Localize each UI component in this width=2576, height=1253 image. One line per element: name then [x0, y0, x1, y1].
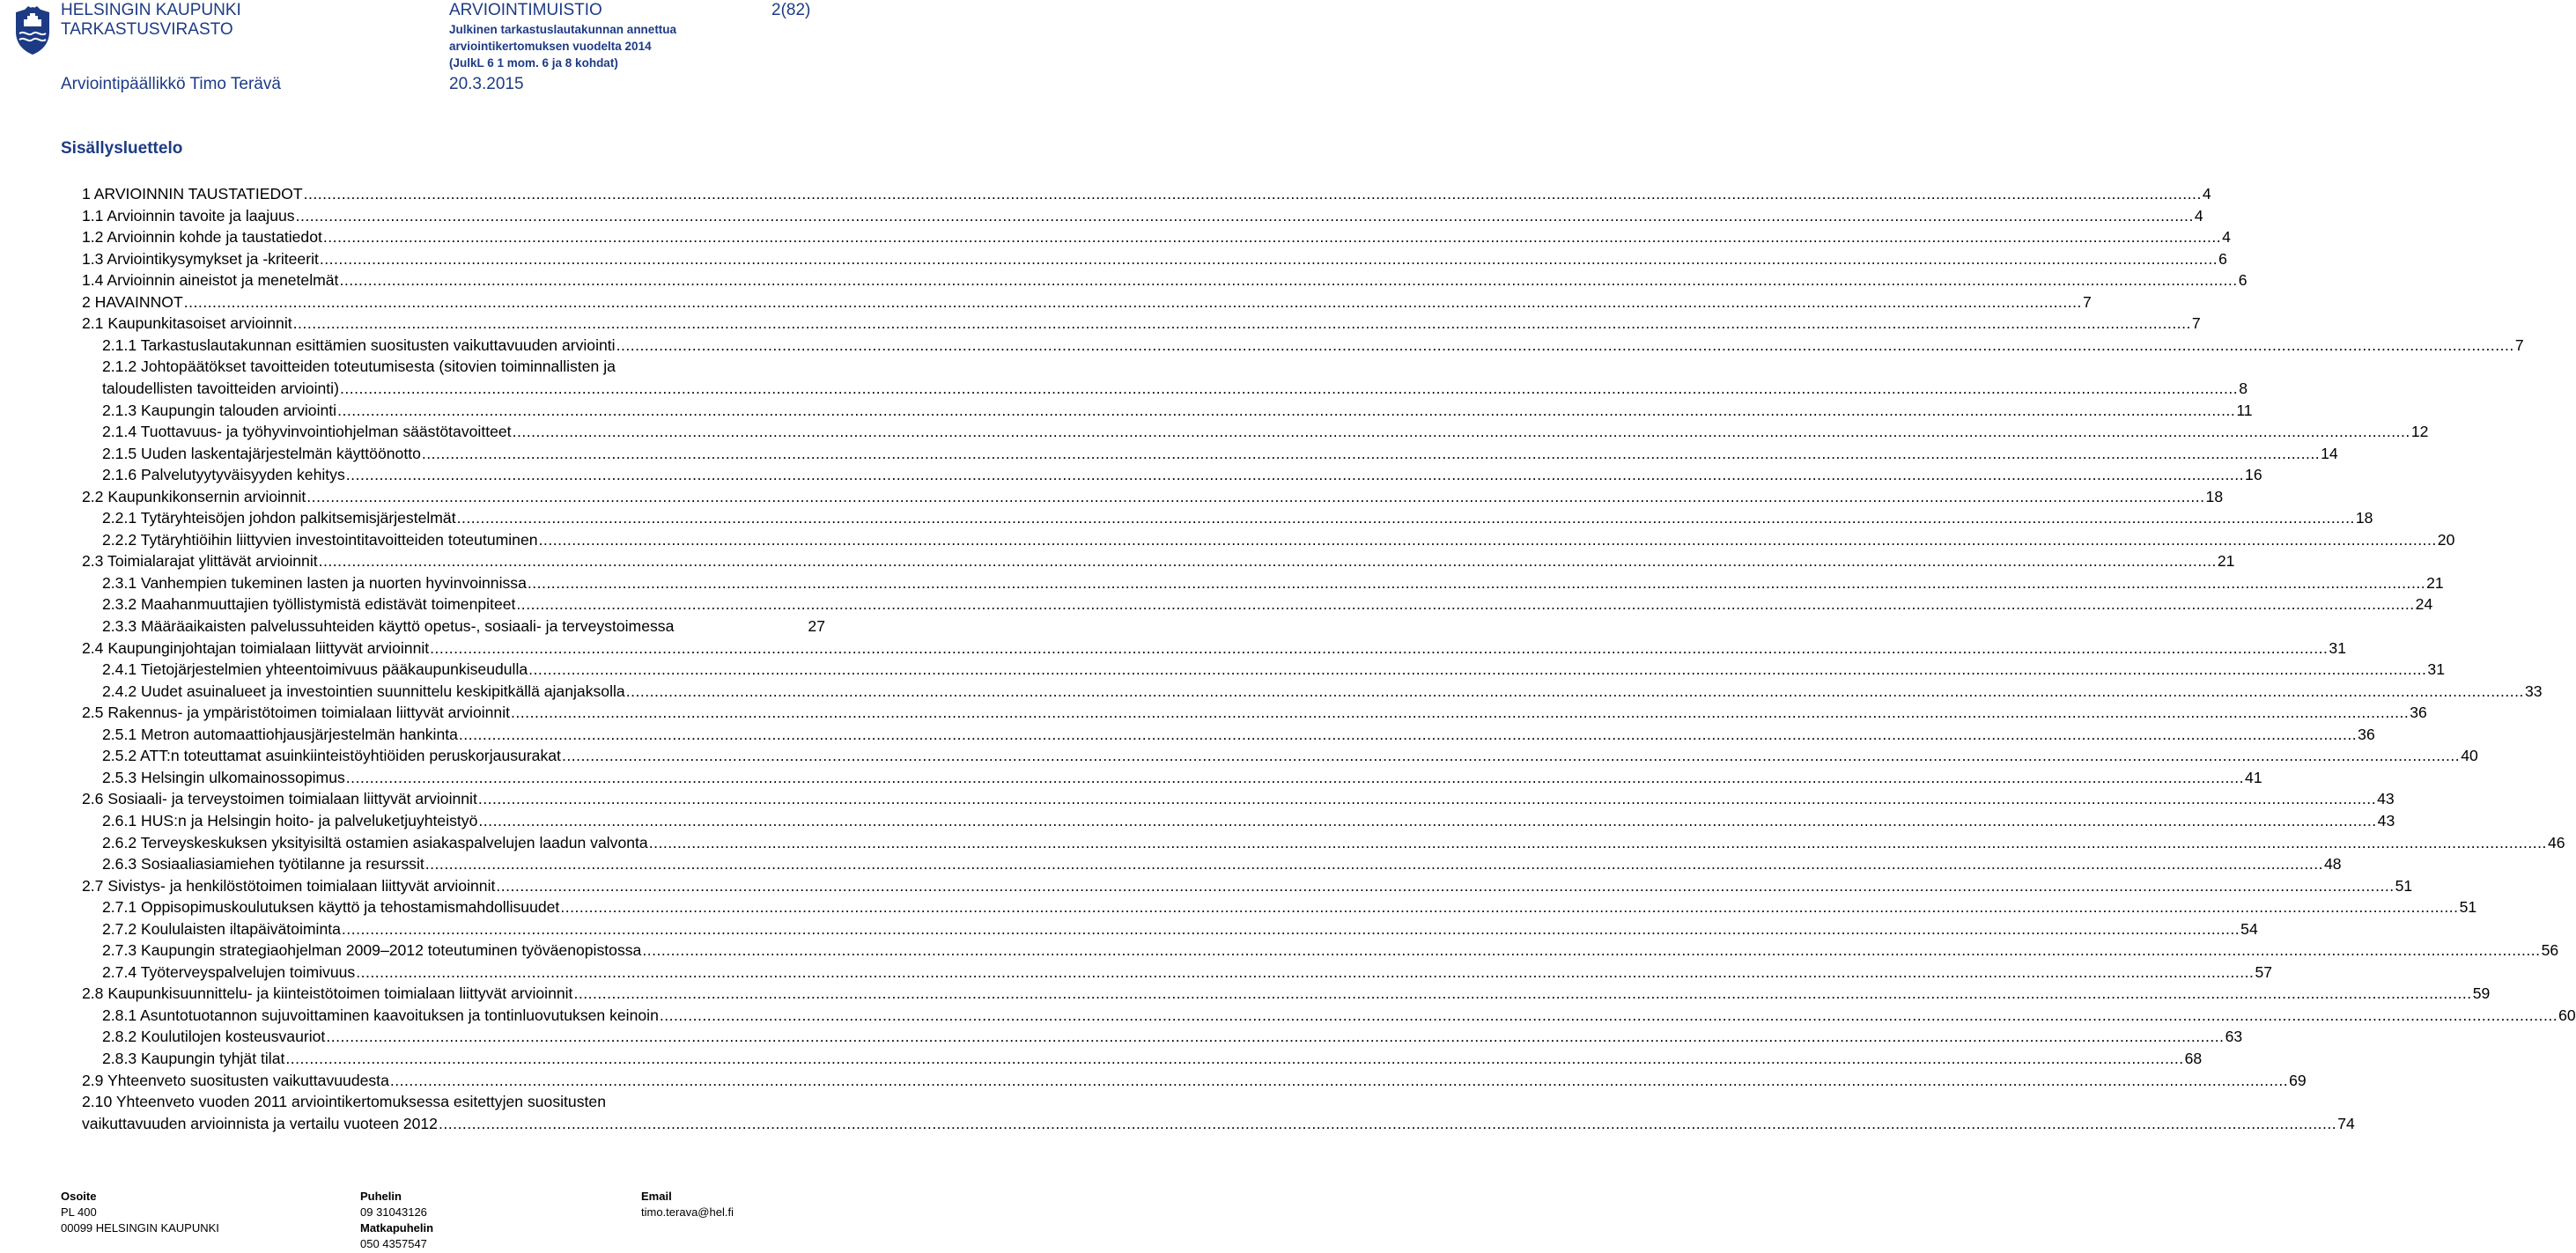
toc-entry-text: 2.9 Yhteenveto suositusten vaikuttavuudesta — [82, 1071, 389, 1089]
toc-entry-page: 46 — [2547, 833, 2565, 851]
toc-entry-text: 2.4.1 Tietojärjestelmien yhteentoimivuus pääkaupunkiseudulla — [102, 660, 528, 679]
toc-entry-page: 4 — [2202, 185, 2211, 203]
toc-entry-text: 2.8 Kaupunkisuunnittelu- ja kiinteistötoimen toimialaan liittyvät arvioinnit — [82, 984, 573, 1003]
toc-entry[interactable] — [82, 788, 2395, 810]
organization-name: HELSINGIN KAUPUNKI — [61, 1, 241, 19]
toc-leader-dots: ................................................................................................................................................................................................................................................................................................................................................................................................................ — [292, 314, 2191, 333]
toc-entry-text: 2.3 Toimialarajat ylittävät arvioinnit — [82, 552, 318, 571]
toc-leader-dots: ................................................................................................................................................................................................................................................................................................................................................................................................................ — [345, 466, 2245, 484]
toc-entry[interactable] — [102, 681, 2543, 703]
toc-leader-dots: ................................................................................................................................................................................................................................................................................................................................................................................................................ — [527, 573, 2426, 592]
toc-leader-dots: ................................................................................................................................................................................................................................................................................................................................................................................................................ — [389, 1071, 2289, 1089]
document-subtitle-line2: arviointikertomuksen vuodelta 2014 — [449, 40, 652, 53]
toc-entry-page: 12 — [2410, 423, 2429, 441]
toc-entry-page: 21 — [2426, 573, 2444, 592]
toc-entry[interactable] — [102, 832, 2565, 854]
toc-leader-dots: ................................................................................................................................................................................................................................................................................................................................................................................................................ — [573, 984, 2472, 1003]
toc-entry-text: 1.1 Arvioinnin tavoite ja laajuus — [82, 206, 295, 225]
toc-entry-text: vaikuttavuuden arvioinnista ja vertailu vuoteen 2012 — [82, 1114, 438, 1132]
toc-entry-text: 2.5.1 Metron automaattiohjausjärjestelmän hankinta — [102, 725, 458, 743]
toc-entry[interactable] — [102, 335, 2524, 357]
toc-entry[interactable] — [102, 464, 2262, 486]
toc-entry-page: 18 — [2355, 509, 2373, 527]
toc-leader-dots: ................................................................................................................................................................................................................................................................................................................................................................................................................ — [295, 206, 2194, 225]
toc-entry-page: 7 — [2191, 314, 2201, 333]
toc-leader-dots: ................................................................................................................................................................................................................................................................................................................................................................................................................ — [345, 768, 2245, 786]
toc-leader-dots: ................................................................................................................................................................................................................................................................................................................................................................................................................ — [659, 1006, 2558, 1024]
toc-leader-dots: ................................................................................................................................................................................................................................................................................................................................................................................................................ — [322, 228, 2222, 247]
toc-entry[interactable] — [102, 896, 2477, 918]
toc-leader-dots: ................................................................................................................................................................................................................................................................................................................................................................................................................ — [625, 682, 2524, 700]
toc-entry[interactable] — [102, 918, 2258, 940]
toc-entry[interactable] — [102, 810, 2395, 832]
toc-entry[interactable] — [82, 486, 2224, 508]
toc-entry-text: 2.7.4 Työterveyspalvelujen toimivuus — [102, 962, 356, 981]
document-subtitle-line3: (JulkL 6 1 mom. 6 ja 8 kohdat) — [449, 56, 618, 70]
toc-entry[interactable] — [82, 550, 2235, 572]
toc-entry-text: 2 HAVAINNOT — [82, 292, 183, 311]
toc-entry-page: 57 — [2255, 962, 2273, 981]
toc-leader-dots: ................................................................................................................................................................................................................................................................................................................................................................................................................ — [478, 811, 2377, 829]
toc-entry-text: 2.3.2 Maahanmuuttajien työllistymistä edistävät toimenpiteet — [102, 595, 516, 614]
toc-entry-page: 27 — [808, 617, 825, 635]
toc-entry-page: 7 — [2082, 292, 2092, 311]
toc-entry-page: 36 — [2410, 704, 2427, 722]
toc-leader-dots: ................................................................................................................................................................................................................................................................................................................................................................................................................ — [285, 1050, 2184, 1067]
toc-entry-page: 60 — [2558, 1006, 2576, 1024]
toc-leader-dots: ................................................................................................................................................................................................................................................................................................................................................................................................................ — [339, 271, 2238, 290]
toc-entry[interactable] — [82, 183, 2211, 205]
toc-entry[interactable] — [82, 638, 2346, 660]
toc-entry[interactable] — [102, 572, 2444, 594]
toc-entry[interactable] — [102, 400, 2253, 422]
toc-leader-dots: ................................................................................................................................................................................................................................................................................................................................................................................................................ — [183, 292, 2082, 311]
toc-entry-page: 69 — [2289, 1071, 2307, 1089]
toc-entry-page: 4 — [2194, 206, 2203, 225]
toc-entry-text: 2.8.1 Asuntotuotannon sujuvoittaminen kaavoituksen ja tontinluovutuksen keinoin — [102, 1006, 659, 1024]
phone-label: Puhelin — [360, 1190, 402, 1203]
document-type: ARVIOINTIMUISTIO — [449, 1, 602, 19]
toc-leader-dots: ................................................................................................................................................................................................................................................................................................................................................................................................................ — [648, 833, 2547, 851]
toc-entry-text: 1 ARVIOINNIN TAUSTATIEDOT — [82, 185, 303, 203]
toc-entry-text: 2.4.2 Uudet asuinalueet ja investointien suunnittelu keskipitkällä ajanjaksolla — [102, 682, 625, 700]
toc-entry-page: 21 — [2217, 552, 2235, 571]
toc-entry-page: 59 — [2472, 984, 2491, 1003]
toc-entry-page: 54 — [2240, 919, 2258, 938]
toc-entry-text: 2.7.1 Oppisopimuskoulutuksen käyttö ja tehostamismahdollisuudet — [102, 898, 560, 917]
author-name: Arviointipäällikkö Timo Terävä — [61, 75, 281, 93]
toc-entry-page: 43 — [2377, 790, 2395, 808]
toc-entry[interactable] — [82, 983, 2491, 1005]
toc-entry-page: 11 — [2236, 401, 2253, 419]
toc-entry-text-line1: 2.10 Yhteenveto vuoden 2011 arviointikertomuksessa esitettyjen suositusten — [82, 1093, 606, 1111]
toc-entry-page: 56 — [2541, 941, 2559, 960]
toc-entry[interactable] — [102, 724, 2375, 746]
toc-leader-dots: ................................................................................................................................................................................................................................................................................................................................................................................................................ — [456, 509, 2355, 527]
toc-entry-page: 63 — [2225, 1028, 2243, 1046]
toc-entry-page: 43 — [2377, 811, 2395, 829]
address-label: Osoite — [61, 1190, 97, 1203]
toc-entry-page: 33 — [2524, 682, 2543, 700]
address-line1: PL 400 — [61, 1205, 97, 1219]
toc-entry-page: 6 — [2238, 271, 2248, 290]
toc-entry[interactable] — [102, 615, 825, 638]
toc-entry-text: 1.3 Arviointikysymykset ja -kriteerit — [82, 249, 319, 268]
toc-leader-dots: ................................................................................................................................................................................................................................................................................................................................................................................................................ — [642, 941, 2541, 960]
toc-entry-text: 2.6.1 HUS:n ja Helsingin hoito- ja palveluketjuyhteistyö — [102, 811, 478, 829]
toc-entry-text: 2.8.3 Kaupungin tyhjät tilat — [102, 1050, 285, 1067]
toc-leader-dots: ................................................................................................................................................................................................................................................................................................................................................................................................................ — [306, 487, 2205, 505]
toc-entry[interactable] — [82, 313, 2201, 335]
toc-entry-page: 14 — [2321, 444, 2338, 462]
address-line2: 00099 HELSINGIN KAUPUNKI — [61, 1221, 219, 1235]
toc-leader-dots: ................................................................................................................................................................................................................................................................................................................................................................................................................ — [326, 1028, 2225, 1046]
toc-entry-page: 74 — [2337, 1114, 2355, 1132]
toc-entry[interactable] — [102, 356, 2248, 399]
toc-leader-dots: ................................................................................................................................................................................................................................................................................................................................................................................................................ — [424, 855, 2324, 873]
toc-leader-dots: ................................................................................................................................................................................................................................................................................................................................................................................................................ — [616, 335, 2514, 354]
toc-entry-text: 2.8.2 Koulutilojen kosteusvauriot — [102, 1028, 326, 1046]
toc-leader-dots: ................................................................................................................................................................................................................................................................................................................................................................................................................ — [430, 638, 2329, 657]
toc-entry-text: 2.3.3 Määräaikaisten palvelussuhteiden käyttö opetus-, sosiaali- ja terveystoimessa — [102, 617, 675, 635]
toc-title: Sisällysluettelo — [61, 139, 183, 158]
phone-number: 09 31043126 — [360, 1205, 427, 1219]
toc-entry-text: 2.1.6 Palvelutyytyväisyyden kehitys — [102, 466, 345, 484]
toc-leader-dots: ................................................................................................................................................................................................................................................................................................................................................................................................................ — [319, 249, 2218, 268]
toc-leader-dots: ................................................................................................................................................................................................................................................................................................................................................................................................................ — [438, 1114, 2337, 1132]
toc-leader-dots: ................................................................................................................................................................................................................................................................................................................................................................................................................ — [339, 379, 2239, 397]
toc-entry[interactable] — [82, 702, 2427, 724]
toc-entry[interactable] — [82, 226, 2231, 248]
toc-entry-text: 2.2.1 Tytäryhteisöjen johdon palkitsemisjärjestelmät — [102, 509, 456, 527]
toc-entry[interactable] — [102, 529, 2455, 551]
toc-leader-dots: ................................................................................................................................................................................................................................................................................................................................................................................................................ — [337, 401, 2236, 419]
toc-entry[interactable] — [102, 962, 2273, 984]
toc-entry-text: 2.2.2 Tytäryhtiöihin liittyvien investointitavoitteiden toteutuminen — [102, 530, 538, 549]
toc-leader-dots: ................................................................................................................................................................................................................................................................................................................................................................................................................ — [421, 444, 2321, 462]
toc-entry[interactable] — [102, 1026, 2243, 1048]
toc-entry-page: 36 — [2358, 725, 2375, 743]
toc-entry-text: 2.5.3 Helsingin ulkomainossopimus — [102, 768, 345, 786]
toc-entry[interactable] — [82, 875, 2413, 897]
toc-entry[interactable] — [82, 248, 2227, 270]
toc-leader-dots: ................................................................................................................................................................................................................................................................................................................................................................................................................ — [511, 704, 2410, 722]
toc-leader-dots: ................................................................................................................................................................................................................................................................................................................................................................................................................ — [341, 919, 2240, 938]
toc-entry[interactable] — [102, 1048, 2203, 1070]
toc-entry-text: 2.6.3 Sosiaaliasiamiehen työtilanne ja resurssit — [102, 855, 424, 873]
toc-entry-text: 2.3.1 Vanhempien tukeminen lasten ja nuorten hyvinvoinnissa — [102, 573, 527, 592]
toc-entry-page: 8 — [2239, 379, 2248, 397]
toc-entry[interactable] — [82, 291, 2092, 313]
document-subtitle-line1: Julkinen tarkastuslautakunnan annettua — [449, 23, 677, 36]
toc-entry-text: 2.1.4 Tuottavuus- ja työhyvinvointiohjelman säästötavoitteet — [102, 423, 512, 441]
toc-entry-page: 18 — [2205, 487, 2224, 505]
toc-entry-page: 68 — [2184, 1050, 2203, 1067]
toc-entry-text: 2.6 Sosiaali- ja terveystoimen toimialaan liittyvät arvioinnit — [82, 790, 477, 808]
toc-entry-page: 51 — [2395, 876, 2413, 895]
toc-entry-page: 31 — [2329, 638, 2346, 657]
toc-entry[interactable] — [82, 269, 2248, 291]
document-date: 20.3.2015 — [449, 75, 524, 93]
toc-entry-text: 1.4 Arvioinnin aineistot ja menetelmät — [82, 271, 339, 290]
toc-entry-text: 1.2 Arvioinnin kohde ja taustatiedot — [82, 228, 322, 247]
toc-leader-dots: ................................................................................................................................................................................................................................................................................................................................................................................................................ — [318, 552, 2217, 571]
toc-entry-text: 2.7 Sivistys- ja henkilöstötoimen toimialaan liittyvät arvioinnit — [82, 876, 496, 895]
toc-entry-text: 2.7.3 Kaupungin strategiaohjelman 2009–2012 toteutuminen työväenopistossa — [102, 941, 642, 960]
toc-entry[interactable] — [102, 853, 2342, 875]
mobile-label: Matkapuhelin — [360, 1221, 434, 1235]
toc-entry[interactable] — [102, 421, 2429, 443]
toc-entry[interactable] — [82, 1070, 2307, 1092]
toc-entry-text: 2.7.2 Koululaisten iltapäivätoiminta — [102, 919, 341, 938]
toc-leader-dots: ................................................................................................................................................................................................................................................................................................................................................................................................................ — [560, 898, 2459, 917]
toc-leader-dots: ................................................................................................................................................................................................................................................................................................................................................................................................................ — [356, 962, 2255, 981]
mobile-number: 050 4357547 — [360, 1237, 427, 1250]
toc-entry-page: 24 — [2415, 595, 2433, 614]
toc-entry-text: 2.1 Kaupunkitasoiset arvioinnit — [82, 314, 292, 333]
toc-entry[interactable] — [102, 940, 2559, 962]
toc-leader-dots: ................................................................................................................................................................................................................................................................................................................................................................................................................ — [477, 790, 2377, 808]
toc-entry-page: 48 — [2324, 855, 2342, 873]
toc-entry-page: 4 — [2222, 228, 2231, 247]
toc-entry-page: 31 — [2427, 660, 2445, 679]
toc-entry-text: 2.1.3 Kaupungin talouden arviointi — [102, 401, 337, 419]
toc-entry[interactable] — [102, 507, 2373, 529]
page-number: 2(82) — [771, 1, 811, 19]
toc-entry[interactable] — [82, 205, 2203, 227]
department-name: TARKASTUSVIRASTO — [61, 20, 233, 39]
toc-leader-dots: ................................................................................................................................................................................................................................................................................................................................................................................................................ — [538, 530, 2437, 549]
toc-entry-text: 2.1.1 Tarkastuslautakunnan esittämien suositusten vaikuttavuuden arviointi — [102, 335, 616, 354]
toc-leader-dots: ................................................................................................................................................................................................................................................................................................................................................................................................................ — [458, 725, 2358, 743]
toc-entry[interactable] — [82, 1091, 2355, 1134]
toc-leader-dots: ................................................................................................................................................................................................................................................................................................................................................................................................................ — [561, 747, 2461, 765]
toc-entry-text: 2.4 Kaupunginjohtajan toimialaan liittyvät arvioinnit — [82, 638, 430, 657]
toc-entry-text-line1: 2.1.2 Johtopäätökset tavoitteiden toteutumisesta (sitovien toiminnallisten ja — [102, 357, 616, 376]
toc-entry-text: taloudellisten tavoitteiden arviointi) — [102, 379, 339, 397]
toc-leader-dots: ................................................................................................................................................................................................................................................................................................................................................................................................................ — [496, 876, 2395, 895]
toc-entry[interactable] — [102, 659, 2445, 681]
toc-leader-dots: ................................................................................................................................................................................................................................................................................................................................................................................................................ — [528, 660, 2427, 679]
toc-entry-page: 40 — [2461, 747, 2478, 765]
email-label: Email — [641, 1190, 672, 1203]
toc-entry-text: 2.5 Rakennus- ja ympäristötoimen toimialaan liittyvät arvioinnit — [82, 704, 511, 722]
toc-entry-page: 20 — [2437, 530, 2455, 549]
toc-entry[interactable] — [102, 745, 2478, 767]
toc-leader-dots: ................................................................................................................................................................................................................................................................................................................................................................................................................ — [512, 423, 2410, 441]
toc-entry-page: 7 — [2514, 335, 2524, 354]
toc-entry[interactable] — [102, 443, 2338, 465]
toc-entry-text: 2.5.2 ATT:n toteuttamat asuinkiinteistöyhtiöiden peruskorjausurakat — [102, 747, 561, 765]
toc-leader-dots: ................................................................................................................................................................................................................................................................................................................................................................................................................ — [303, 185, 2202, 203]
toc-entry-page: 16 — [2245, 466, 2262, 484]
toc-leader-dots: ................................................................................................................................................................................................................................................................................................................................................................................................................ — [516, 595, 2415, 614]
toc-entry-page: 51 — [2459, 898, 2477, 917]
toc-entry[interactable] — [102, 593, 2433, 615]
toc-entry[interactable] — [102, 1005, 2576, 1027]
toc-entry-page: 6 — [2218, 249, 2227, 268]
toc-entry[interactable] — [102, 767, 2262, 789]
toc-entry-text: 2.1.5 Uuden laskentajärjestelmän käyttöönotto — [102, 444, 421, 462]
email-address[interactable]: timo.terava@hel.fi — [641, 1205, 734, 1219]
toc-entry-text: 2.2 Kaupunkikonsernin arvioinnit — [82, 487, 306, 505]
toc-entry-page: 41 — [2245, 768, 2262, 786]
toc-entry-text: 2.6.2 Terveyskeskuksen yksityisiltä ostamien asiakaspalvelujen laadun valvonta — [102, 833, 648, 851]
